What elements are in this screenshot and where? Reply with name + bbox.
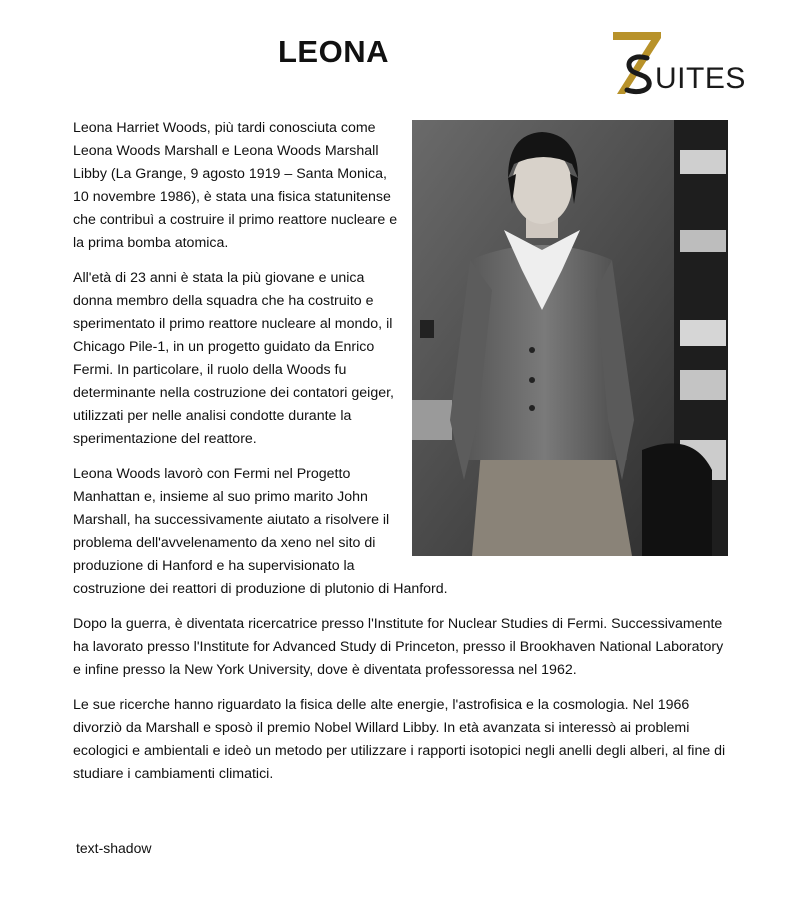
- page-title: LEONA: [278, 34, 389, 69]
- paragraph-research: Le sue ricerche hanno riguardato la fisica delle alte energie, l'astrofisica e la cosmologia. Nel 1966 divorziò da Marshall e sposò il premio Nobel Willard Libby. In età avanzata si interessò ai problemi ecologici e ambientali e ideò un metodo per utilizzare i rapporti isotopici negli anelli degli alberi, al fine di studiare i cambiamenti climatici.: [73, 697, 726, 782]
- paragraph-intro: Leona Harriet Woods, più tardi conosciuta come Leona Woods Marshall e Leona Woods Marshall Libby (La Grange, 9 agosto 1919 – Santa Monica, 10 novembre 1986), è stata una fisica statunitense che contribuì a costruire il primo reattore nucleare e la prima bomba atomica.: [73, 120, 398, 251]
- photo-float-spacer: [405, 117, 733, 569]
- svg-text:UITES: UITES: [655, 62, 746, 95]
- article-body: [73, 117, 733, 798]
- suites-logo: [603, 28, 746, 98]
- seven-suites-logo-icon: [603, 28, 746, 98]
- paragraph-chicago-pile: All'età di 23 anni è stata la più giovane e unica donna membro della squadra che ha costruito e sperimentato il primo reattore nucleare al mondo, il Chicago Pile-1, in un progetto guidato da Enrico Fermi. In particolare, il ruolo della Woods fu determinante nella costruzione dei contatori geiger, utilizzati per nelle analisi condotte durante la sperimentazione del reattore.: [73, 270, 394, 447]
- paragraph-manhattan: Leona Woods lavorò con Fermi nel Progetto Manhattan e, insieme al suo primo marito John Marshall, ha successivamente aiutato a risolvere il problema dell'avvelenamento da xeno nel sito di produzione di Hanford e ha supervisionato la costruzione dei reattori di produzione di plutonio di Hanford.: [73, 466, 448, 597]
- paragraph-postwar: Dopo la guerra, è diventata ricercatrice presso l'Institute for Nuclear Studies di Fermi. Successivamente ha lavorato presso l'Institute for Advanced Study di Princeton, presso il Brookhaven National Laboratory e infine presso la New York University, dove è diventata professoressa nel 1962.: [73, 616, 724, 678]
- note-text: text-shadow: [76, 840, 152, 856]
